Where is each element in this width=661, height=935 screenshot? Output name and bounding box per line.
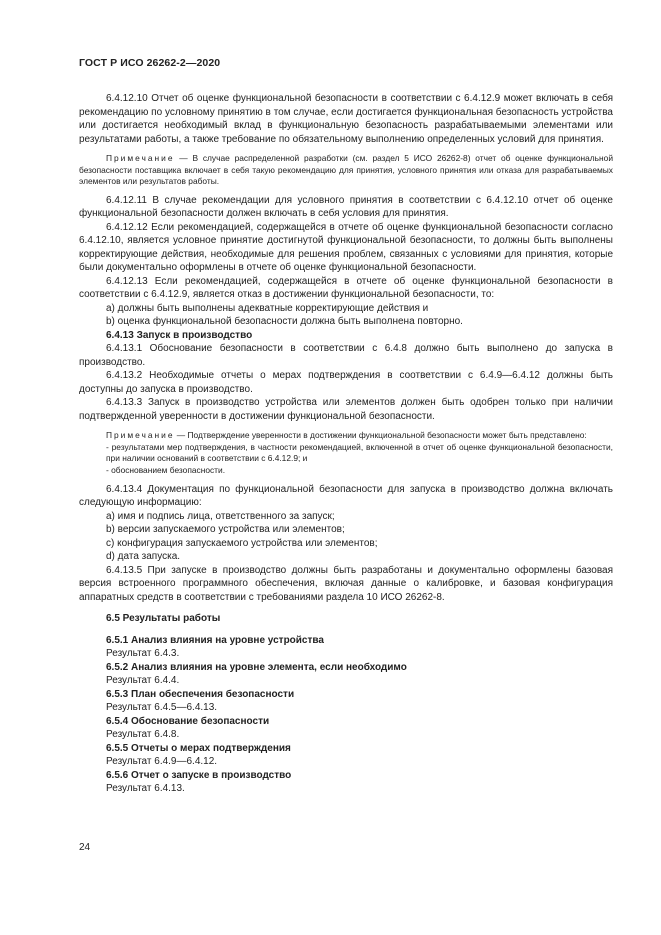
note-label: Примечание [106, 153, 175, 163]
list-item-d: d) дата запуска. [106, 551, 181, 563]
heading-6-5-1: 6.5.1 Анализ влияния на уровне устройства [106, 634, 324, 646]
paragraph-6-4-13-5: 6.4.13.5 При запуске в производство должны быть разработаны и документально оформлены базовая версия встроенного программного обеспечения, включая данные о калибровке, и базовая конфигурация аппаратных средств в соответствии с требованиями раздела 10 ИСО 26262-8. [79, 564, 613, 603]
paragraph-6-4-12-11: 6.4.12.11 В случае рекомендации для условного принятия в соответствии с 6.4.12.10 отчет об оценке функциональной безопасности должен включать в себя условия для принятия. [79, 194, 613, 220]
result-ref: Результат 6.4.5—6.4.13. [106, 702, 218, 714]
page-number: 24 [79, 842, 91, 853]
heading-6-5-5: 6.5.5 Отчеты о мерах подтверждения [106, 742, 291, 754]
paragraph-6-4-12-12: 6.4.12.12 Если рекомендацией, содержащейся в отчете об оценке функциональной безопасности согласно 6.4.12.10, является условное принятие достигнутой функциональной безопасности, то должны быть выполнены корректирующие действия, необходимые для решения проблем, связанных с условиями для принятия, которые были документально оформлены в отчете об оценке функциональной безопасности. [79, 221, 613, 274]
note-text: — В случае распределенной разработки (см. раздел 5 ИСО 26262-8) отчет об оценке функциональной безопасности поставщика включает в себя такую рекомендацию для принятия, условного принятия или отказа для разрабатываемых элементов или результатов работы. [79, 153, 613, 187]
list-item-a: а) должны быть выполнены адекватные корректирующие действия и [106, 302, 429, 314]
note-dash-item: - обоснованием безопасности. [106, 465, 226, 476]
result-ref: Результат 6.4.13. [106, 783, 185, 795]
paragraph-6-4-12-13: 6.4.12.13 Если рекомендацией, содержащейся в отчете об оценке функциональной безопасности в соответствии с 6.4.12.9, является отказ в достижении функциональной безопасности, то: [79, 275, 613, 301]
paragraph-6-4-12-10: 6.4.12.10 Отчет об оценке функциональной безопасности в соответствии с 6.4.12.9 может включать в себя рекомендацию по условному принятию в том случае, если достигается функциональная безопасность устройства или достигается необходимый вклад в функциональную безопасность разрабатываемыми элементами или результатами работы, а также требование по обязательному выполнению определенных условий для принятия. [79, 93, 613, 145]
result-ref: Результат 6.4.8. [106, 729, 180, 741]
paragraph-6-4-13-4: 6.4.13.4 Документация по функциональной безопасности для запуска в производство должна включать следующую информацию: [79, 483, 613, 509]
note-label: Примечание [106, 430, 175, 441]
list-item-b: b) версии запускаемого устройства или элементов; [106, 524, 345, 536]
heading-6-5-2: 6.5.2 Анализ влияния на уровне элемента, если необходимо [106, 661, 407, 673]
note-dash-item: - результатами мер подтверждения, в частности рекомендацией, включенной в отчет об оценке функциональной безопасности, при наличии оснований в соответствии с 6.4.12.9; и [106, 441, 613, 464]
page-body [79, 92, 613, 796]
paragraph-6-4-13-2: 6.4.13.2 Необходимые отчеты о мерах подтверждения в соответствии с 6.4.9—6.4.12 должны быть доступны до запуска в производство. [79, 370, 613, 395]
result-ref: Результат 6.4.4. [106, 675, 180, 687]
list-item-c: c) конфигурация запускаемого устройства или элементов; [106, 537, 378, 549]
paragraph-6-4-13-3: 6.4.13.3 Запуск в производство устройства или элементов должен быть одобрен только при наличии подтвержденной уверенности в достижении функциональной безопасности. [79, 397, 613, 422]
heading-6-5-6: 6.5.6 Отчет о запуске в производство [106, 769, 292, 781]
paragraph-6-4-13-1: 6.4.13.1 Обоснование безопасности в соответствии с 6.4.8 должно быть выполнено до запуска в производство. [79, 343, 613, 368]
list-item-b: b) оценка функциональной безопасности должна быть выполнена повторно. [106, 316, 463, 328]
note-2 [79, 430, 613, 476]
heading-6-5-4: 6.5.4 Обоснование безопасности [106, 715, 270, 727]
heading-6-5: 6.5 Результаты работы [106, 613, 221, 625]
list-item-a: а) имя и подпись лица, ответственного за запуск; [106, 510, 335, 522]
document-header: ГОСТ Р ИСО 26262-2—2020 [79, 57, 221, 69]
note-1 [79, 153, 613, 188]
result-ref: Результат 6.4.9—6.4.12. [106, 756, 218, 768]
heading-6-4-13: 6.4.13 Запуск в производство [106, 329, 253, 341]
result-ref: Результат 6.4.3. [106, 648, 180, 660]
note-text: — Подтверждение уверенности в достижении функциональной безопасности может быть представлено: [174, 430, 587, 441]
heading-6-5-3: 6.5.3 План обеспечения безопасности [106, 688, 295, 700]
